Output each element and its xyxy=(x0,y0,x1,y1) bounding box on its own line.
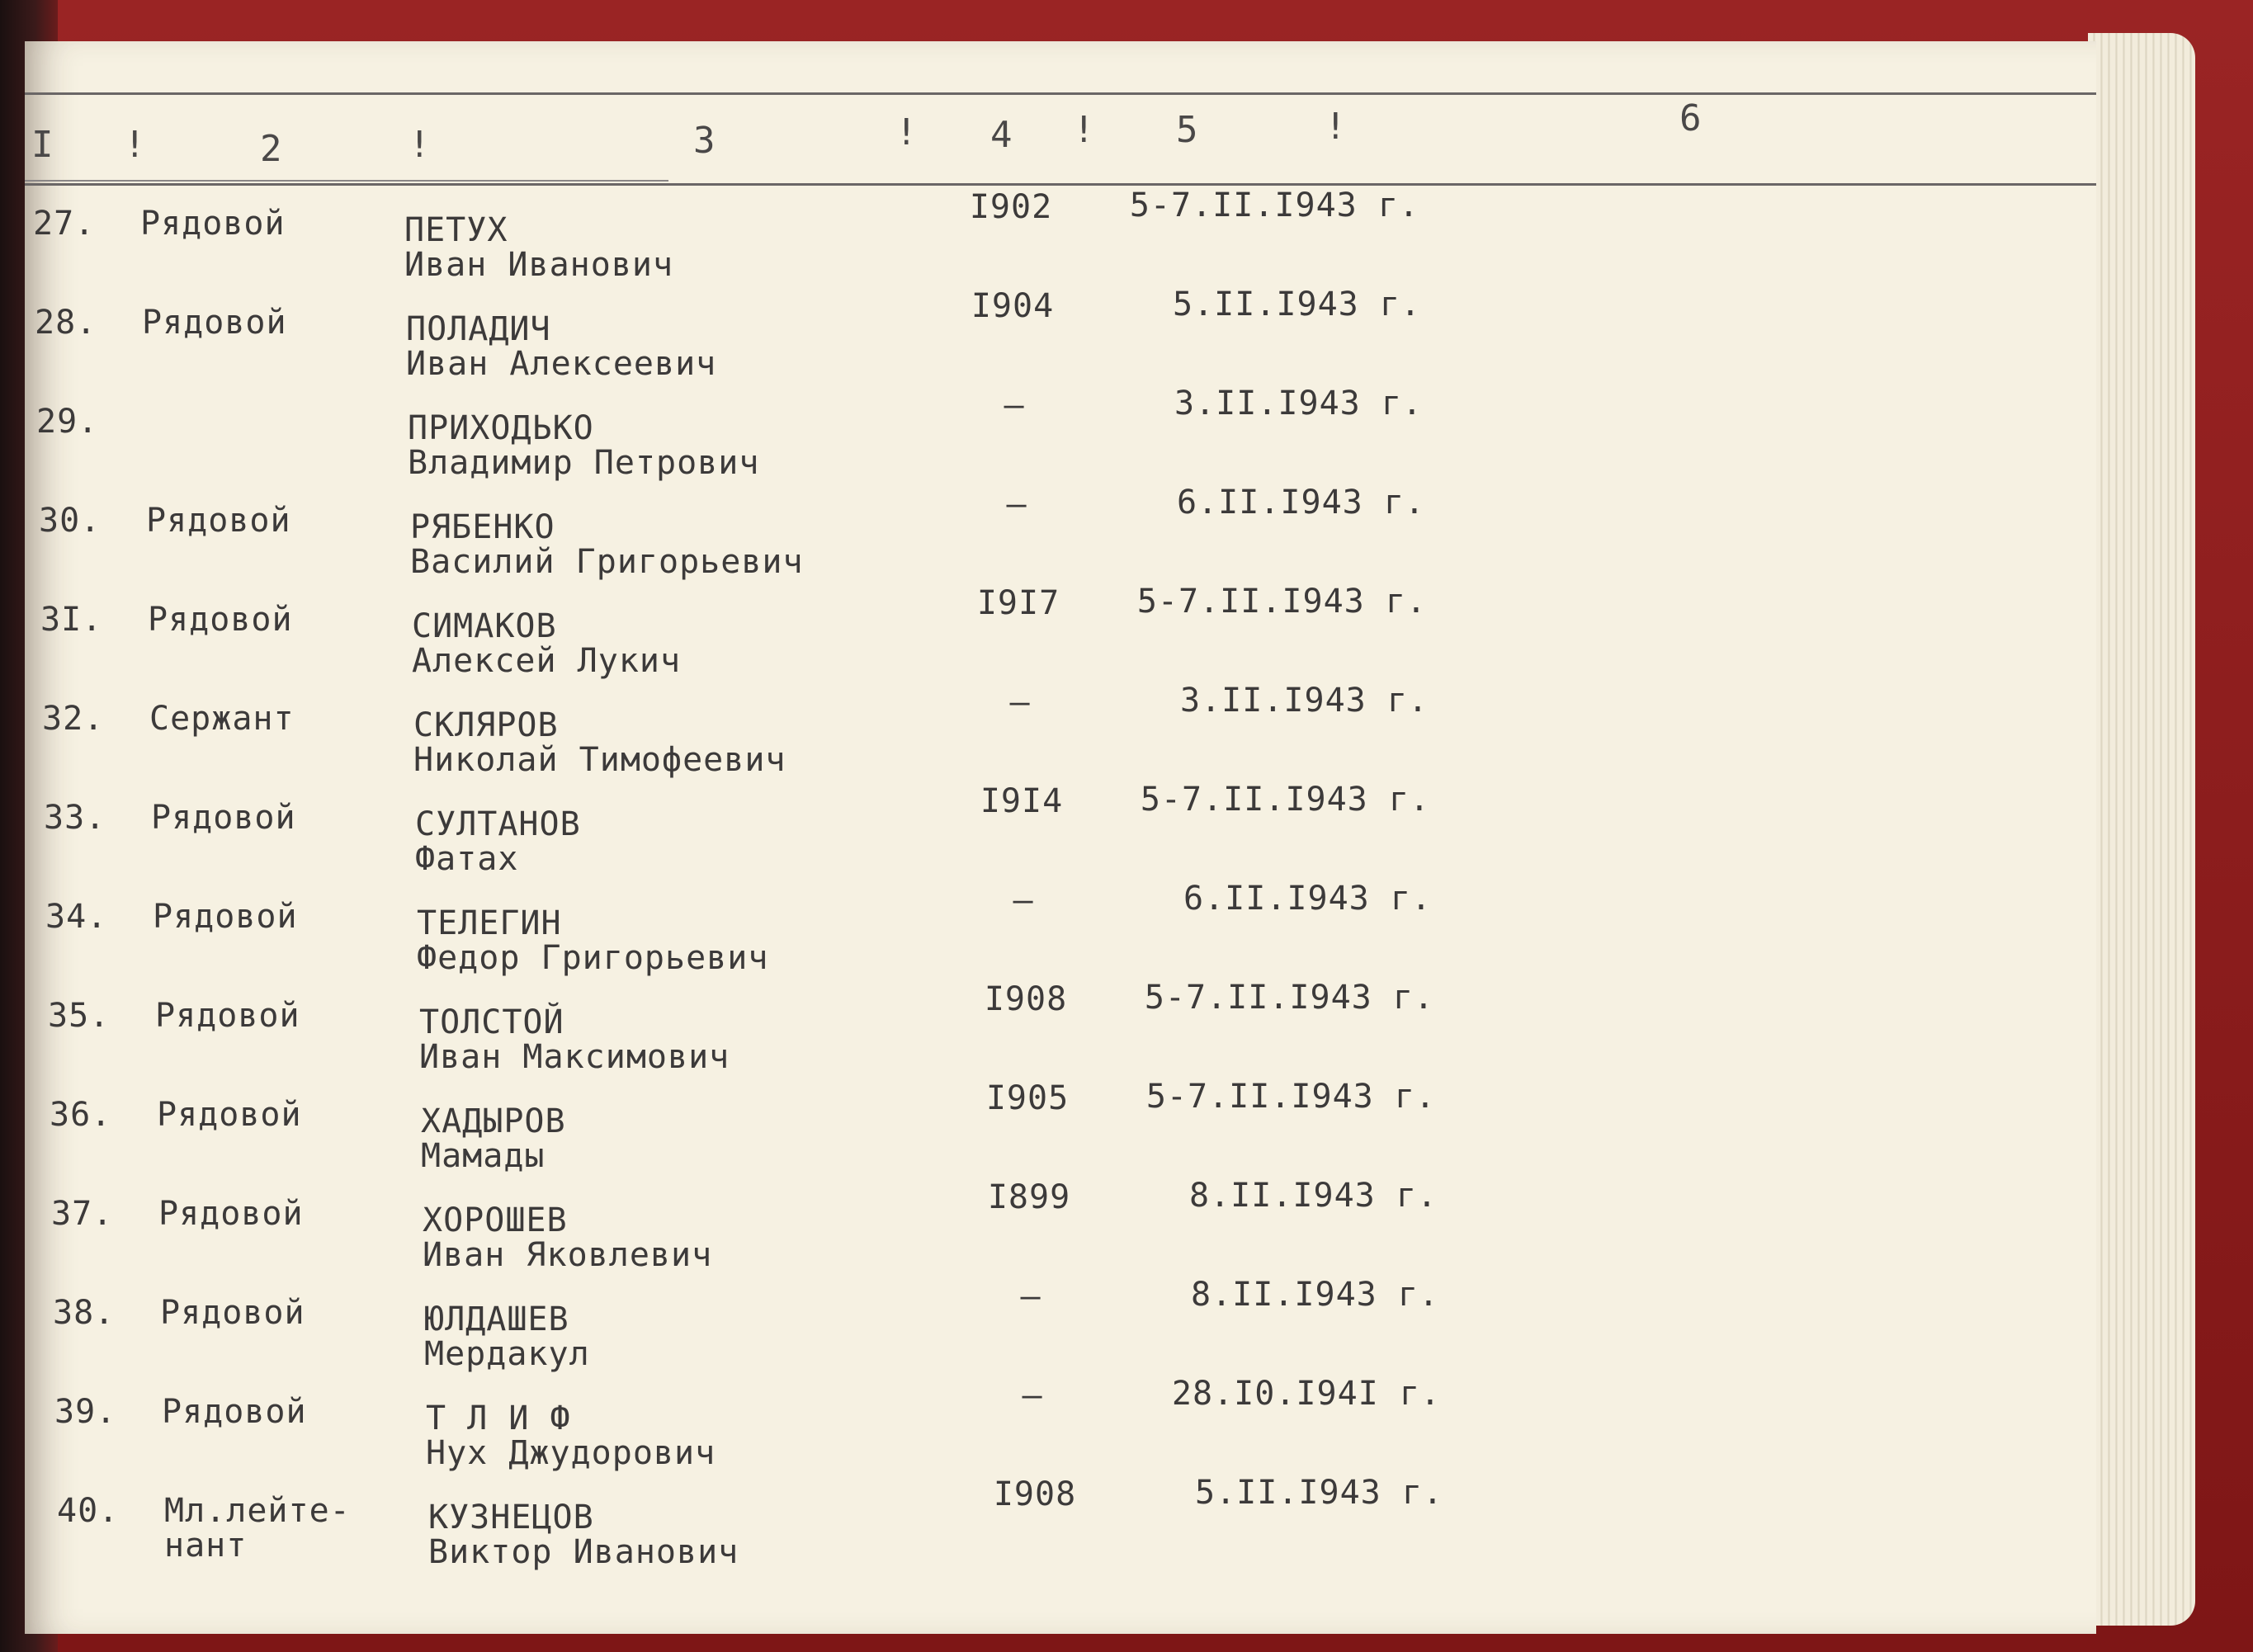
given-name: Виктор Иванович xyxy=(428,1533,739,1571)
given-name: Федор Григорьевич xyxy=(417,939,769,977)
table-row xyxy=(43,1177,2114,1287)
row-number: 35. xyxy=(48,997,111,1035)
table-row xyxy=(41,1078,2113,1188)
row-rank xyxy=(148,602,293,637)
birth-year: — xyxy=(1004,386,1025,424)
row-name xyxy=(408,411,759,480)
row-name xyxy=(410,510,804,579)
row-name xyxy=(428,1500,739,1569)
surname: ПОЛАДИЧ xyxy=(406,310,551,348)
table-row xyxy=(40,979,2111,1089)
rank-line: Рядовой xyxy=(155,997,300,1035)
surname: ПЕТУХ xyxy=(404,211,508,249)
table-row xyxy=(26,286,2098,396)
rank-line: Рядовой xyxy=(158,1195,304,1233)
death-date: 8.II.I943 г. xyxy=(1189,1177,1438,1215)
row-rank xyxy=(164,1494,351,1563)
surname: Т Л И Ф xyxy=(426,1399,571,1437)
header-col-5: 5 xyxy=(1176,109,1198,151)
header-col-2: 2 xyxy=(260,128,282,170)
header-top-rule xyxy=(25,92,2096,95)
row-rank xyxy=(155,998,300,1033)
birth-year: I9I4 xyxy=(980,782,1064,820)
surname: СКЛЯРОВ xyxy=(413,706,559,744)
surname: ТОЛСТОЙ xyxy=(419,1003,564,1041)
header-sep-4: ! xyxy=(1073,109,1095,151)
death-date: 5-7.II.I943 г. xyxy=(1145,1078,1436,1116)
death-date: 8.II.I943 г. xyxy=(1191,1276,1439,1314)
rank-line: Мл.лейте- xyxy=(164,1492,351,1530)
surname: СИМАКОВ xyxy=(412,607,557,645)
death-date: 5-7.II.I943 г. xyxy=(1136,583,1427,621)
birth-year: — xyxy=(1006,485,1027,523)
surname: ТЕЛЕГИН xyxy=(417,904,562,942)
header-sep-2: ! xyxy=(409,124,431,166)
row-rank xyxy=(151,800,296,835)
death-date: 6.II.I943 г. xyxy=(1177,484,1425,522)
rank-line: Рядовой xyxy=(160,1294,305,1332)
header-bottom-rule xyxy=(25,183,2096,186)
row-number: 30. xyxy=(39,502,102,540)
rank-line: Рядовой xyxy=(153,898,298,936)
header-col-4: 4 xyxy=(990,114,1013,156)
surname: ЮЛДАШЕВ xyxy=(424,1300,569,1338)
birth-year: — xyxy=(1020,1277,1041,1315)
rank-line: нант xyxy=(164,1527,248,1565)
surname: КУЗНЕЦОВ xyxy=(428,1499,594,1536)
surname: РЯБЕНКО xyxy=(410,508,555,546)
given-name: Иван Алексеевич xyxy=(406,345,717,383)
rank-line: Рядовой xyxy=(146,502,291,540)
given-name: Алексей Лукич xyxy=(412,642,682,680)
rank-line: Рядовой xyxy=(157,1096,302,1134)
row-rank xyxy=(153,899,298,934)
row-name xyxy=(404,213,673,282)
given-name: Иван Яковлевич xyxy=(423,1236,713,1274)
row-name xyxy=(406,312,716,381)
table-row xyxy=(45,1276,2116,1386)
table-row xyxy=(34,682,2105,792)
birth-year: — xyxy=(1009,683,1031,721)
row-name xyxy=(415,807,581,876)
row-rank xyxy=(146,503,291,538)
death-date: 5-7.II.I943 г. xyxy=(1144,979,1434,1017)
header-col-6: 6 xyxy=(1679,97,1702,139)
header-col-1: I xyxy=(31,124,54,166)
header-sep-1: ! xyxy=(124,124,146,166)
row-rank xyxy=(158,1197,304,1231)
row-rank xyxy=(162,1395,307,1429)
death-date: 5.II.I943 г. xyxy=(1173,286,1421,323)
given-name: Владимир Петрович xyxy=(408,444,760,482)
table-row xyxy=(49,1474,2120,1584)
rank-line: Сержант xyxy=(149,700,295,738)
death-date: 3.II.I943 г. xyxy=(1180,682,1429,720)
row-number: 32. xyxy=(42,700,105,738)
row-rank xyxy=(142,305,287,340)
surname: ХОРОШЕВ xyxy=(423,1201,568,1239)
row-rank xyxy=(140,206,286,241)
death-date: 3.II.I943 г. xyxy=(1174,385,1423,422)
table-row xyxy=(46,1375,2118,1485)
given-name: Иван Максимович xyxy=(419,1038,730,1076)
document-page xyxy=(25,41,2096,1634)
rank-line: Рядовой xyxy=(148,601,293,639)
row-name xyxy=(412,609,681,678)
birth-year: I908 xyxy=(993,1475,1077,1513)
header-col-3: 3 xyxy=(693,120,716,162)
birth-year: I902 xyxy=(969,188,1053,226)
death-date: 6.II.I943 г. xyxy=(1183,880,1432,918)
row-number: 39. xyxy=(54,1393,117,1431)
row-number: 29. xyxy=(36,403,99,441)
given-name: Иван Иванович xyxy=(404,246,674,284)
row-number: 3I. xyxy=(40,601,103,639)
row-name xyxy=(417,906,768,975)
given-name: Фатах xyxy=(415,840,519,878)
row-number: 34. xyxy=(45,898,108,936)
given-name: Василий Григорьевич xyxy=(410,543,804,581)
table-row xyxy=(35,781,2107,891)
row-number: 40. xyxy=(57,1492,120,1530)
row-name xyxy=(426,1401,716,1470)
row-number: 27. xyxy=(33,205,96,243)
row-name xyxy=(413,708,786,777)
given-name: Нух Джудорович xyxy=(426,1434,716,1472)
table-row xyxy=(28,385,2099,495)
row-number: 37. xyxy=(51,1195,114,1233)
table-row xyxy=(37,880,2109,990)
row-number: 36. xyxy=(50,1096,112,1134)
rank-line: Рядовой xyxy=(142,304,287,342)
given-name: Мамады xyxy=(421,1137,546,1175)
birth-year: I908 xyxy=(984,980,1068,1018)
row-rank xyxy=(160,1296,305,1330)
death-date: 28.I0.I94I г. xyxy=(1171,1375,1441,1413)
row-name xyxy=(423,1203,712,1272)
birth-year: I905 xyxy=(985,1079,1070,1117)
row-name xyxy=(424,1302,590,1371)
row-rank xyxy=(157,1097,302,1132)
birth-year: I899 xyxy=(987,1178,1071,1216)
rank-line: Рядовой xyxy=(162,1393,307,1431)
row-number: 33. xyxy=(44,799,106,837)
row-name xyxy=(421,1104,566,1173)
given-name: Мердакул xyxy=(424,1335,590,1373)
table-row xyxy=(31,484,2102,594)
names-underline xyxy=(25,180,668,182)
death-date: 5-7.II.I943 г. xyxy=(1129,186,1419,224)
header-sep-3: ! xyxy=(895,111,918,153)
birth-year: — xyxy=(1022,1376,1043,1414)
surname: ПРИХОДЬКО xyxy=(408,409,594,447)
rank-line: Рядовой xyxy=(140,205,286,243)
table-row xyxy=(32,583,2104,693)
birth-year: I904 xyxy=(971,287,1055,325)
death-date: 5-7.II.I943 г. xyxy=(1140,781,1430,819)
row-name xyxy=(419,1005,730,1074)
row-rank xyxy=(149,701,295,736)
surname: ХАДЫРОВ xyxy=(421,1102,566,1140)
death-date: 5.II.I943 г. xyxy=(1195,1474,1443,1512)
birth-year: — xyxy=(1013,881,1034,919)
table-row xyxy=(25,186,2096,297)
surname: СУЛТАНОВ xyxy=(415,805,581,843)
given-name: Николай Тимофеевич xyxy=(413,741,786,779)
birth-year: I9I7 xyxy=(976,584,1060,622)
row-number: 28. xyxy=(35,304,97,342)
header-sep-5: ! xyxy=(1325,106,1347,148)
row-number: 38. xyxy=(53,1294,116,1332)
rank-line: Рядовой xyxy=(151,799,296,837)
